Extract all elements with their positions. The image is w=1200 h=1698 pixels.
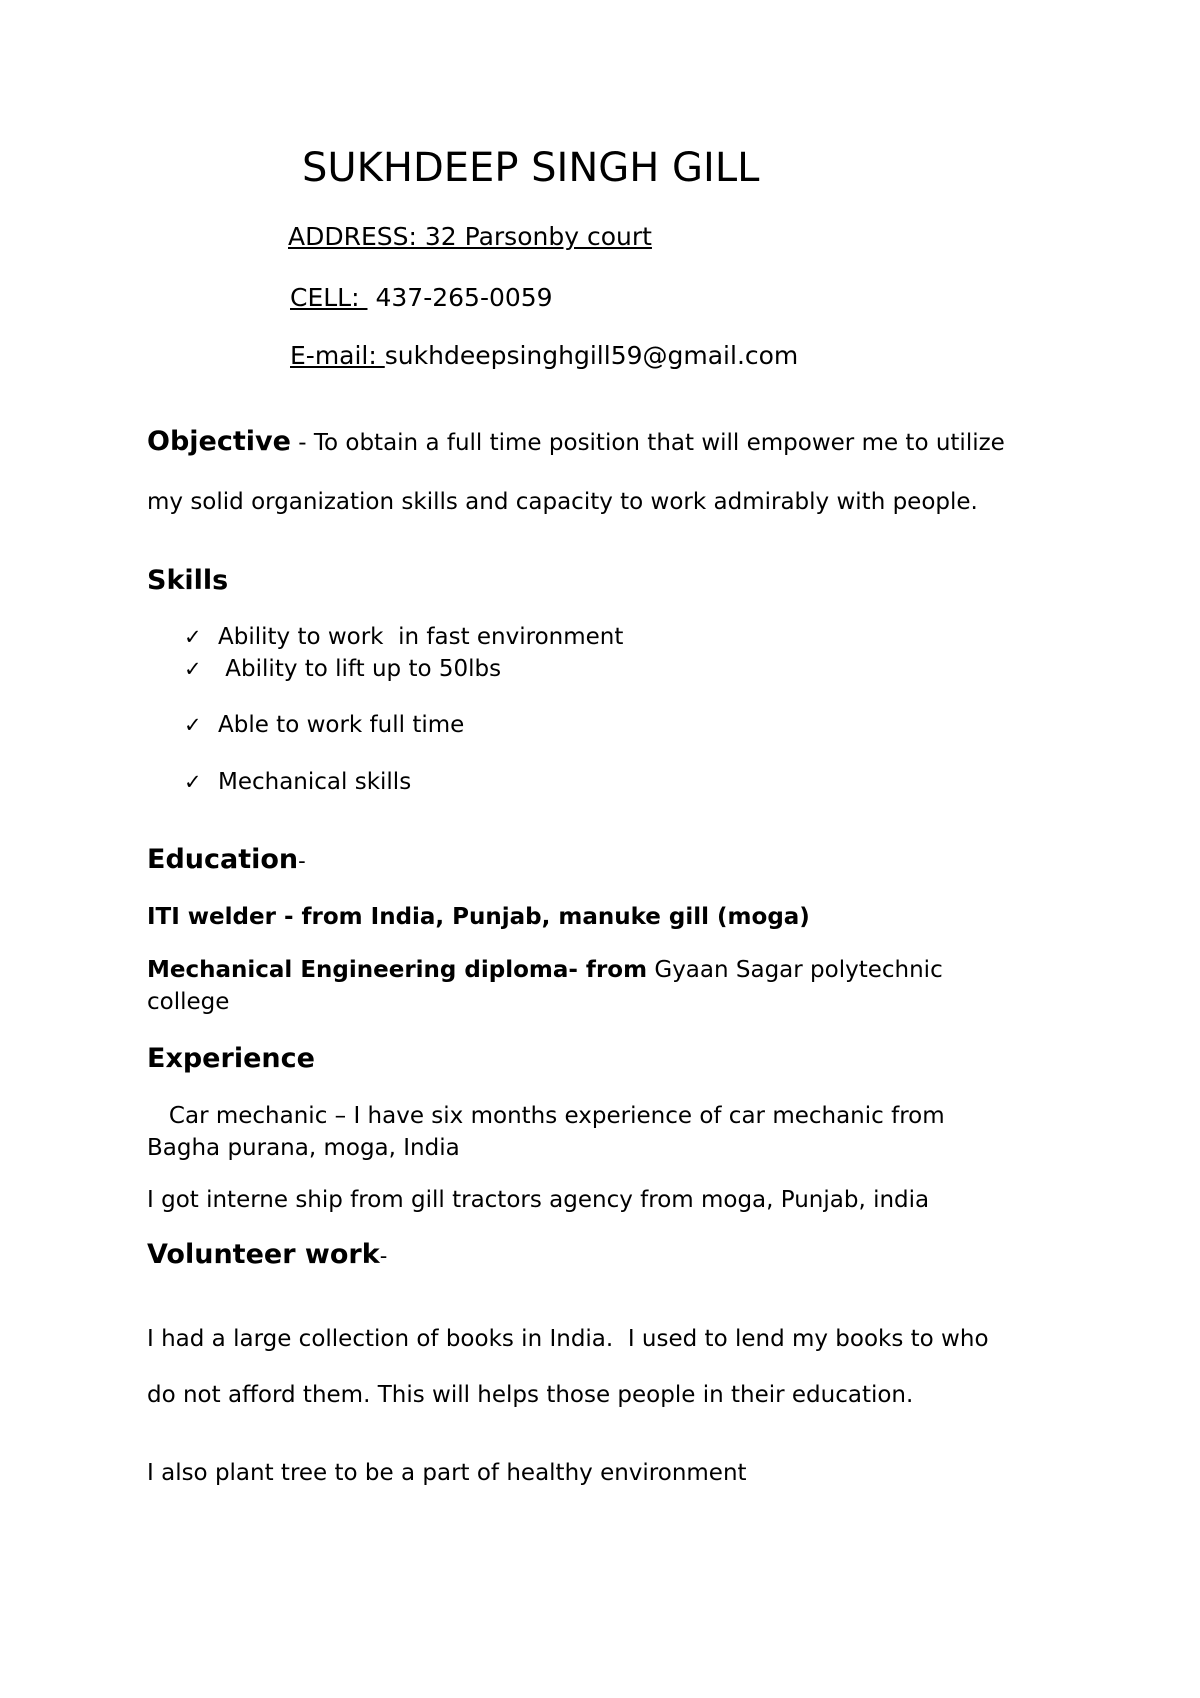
skill-item <box>184 710 464 740</box>
email-value: sukhdeepsinghgill59@gmail.com <box>384 341 799 370</box>
skill-text: Mechanical skills <box>218 769 412 795</box>
check-icon: ✓ <box>184 625 202 649</box>
objective-line-1 <box>147 427 1005 458</box>
volunteer-line-1: I had a large collection of books in India. I used to lend my books to who <box>147 1326 989 1352</box>
education-item-diploma <box>147 955 943 985</box>
volunteer-line-3: I also plant tree to be a part of healthy environment <box>147 1460 747 1486</box>
education-diploma-title: Mechanical Engineering diploma- from <box>147 957 648 983</box>
skill-item <box>184 767 411 797</box>
education-diploma-line-2: college <box>147 989 230 1015</box>
skill-item <box>184 654 501 684</box>
cell-value: 437-265-0059 <box>375 283 553 312</box>
check-icon: ✓ <box>184 713 202 737</box>
experience-line-2: Bagha purana, moga, India <box>147 1135 460 1161</box>
address-text: ADDRESS: 32 Parsonby court <box>288 222 652 251</box>
volunteer-heading-line <box>147 1238 387 1273</box>
objective-text-1: - To obtain a full time position that will empower me to utilize <box>298 430 1005 456</box>
education-item-iti: ITI welder - from India, Punjab, manuke gill (moga) <box>147 904 810 930</box>
cell-line <box>290 282 553 314</box>
volunteer-line-2: do not afford them. This will helps those people in their education. <box>147 1382 914 1408</box>
address-line <box>288 221 652 253</box>
education-heading-line <box>147 843 306 878</box>
email-label: E-mail: <box>290 341 385 370</box>
experience-line-3: I got interne ship from gill tractors agency from moga, Punjab, india <box>147 1187 930 1213</box>
volunteer-heading: Volunteer work <box>147 1239 380 1270</box>
skill-text: Ability to work in fast environment <box>218 624 624 650</box>
email-line <box>290 340 798 372</box>
objective-line-2: my solid organization skills and capacity to work admirably with people. <box>147 489 978 515</box>
education-heading-suffix: - <box>298 849 306 873</box>
check-icon: ✓ <box>184 770 202 794</box>
skill-text: Ability to lift up to 50lbs <box>218 656 502 682</box>
experience-heading: Experience <box>147 1043 315 1074</box>
cell-label: CELL: <box>290 283 368 312</box>
education-heading: Education <box>147 844 299 875</box>
skills-heading: Skills <box>147 565 229 596</box>
candidate-name: SUKHDEEP SINGH GILL <box>302 145 760 191</box>
volunteer-heading-suffix: - <box>379 1244 388 1268</box>
skill-item <box>184 622 623 652</box>
skill-text: Able to work full time <box>218 712 465 738</box>
check-icon: ✓ <box>184 657 202 681</box>
experience-line-1: Car mechanic – I have six months experience of car mechanic from <box>147 1103 945 1129</box>
objective-heading: Objective <box>147 426 291 457</box>
education-diploma-school: Gyaan Sagar polytechnic <box>647 957 943 983</box>
